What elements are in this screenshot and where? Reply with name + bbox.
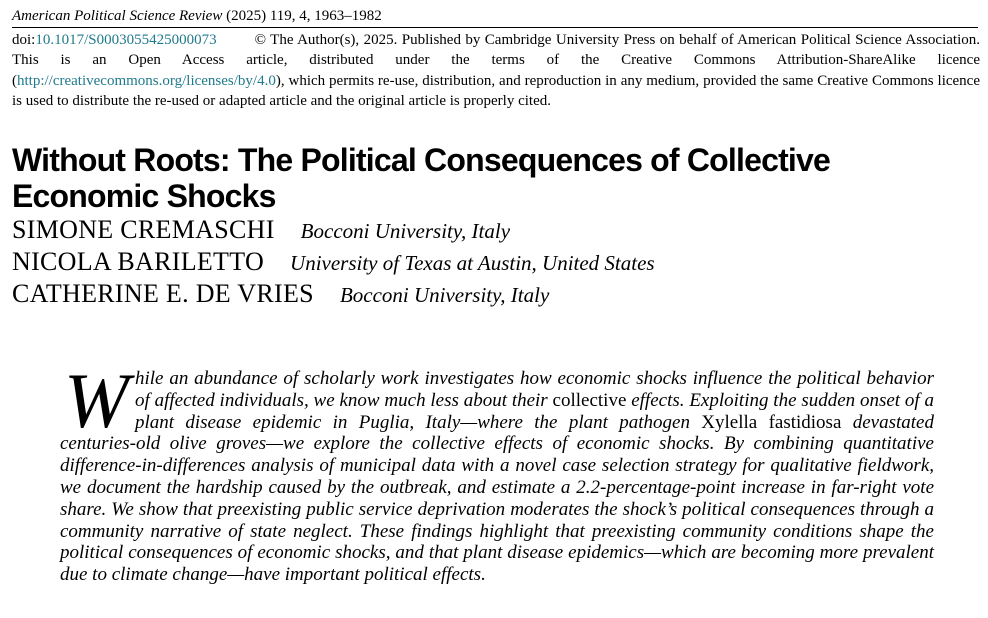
abstract-text-1: hile an abundance of scholarly work investigates how economic shocks influence the political behavior of affected individuals, we know much less about their: [134, 368, 934, 411]
author-affiliation: University of Texas at Austin, United States: [290, 251, 655, 275]
license-text-1: © The Author(s), 2025. Published by Cambridge University Press on behalf of American Political Science Association. This is an Open Access article, distributed under the terms of the Creative Commons Attribution-ShareAlike licence (: [12, 32, 980, 89]
author-list: [12, 214, 655, 310]
license-notice: [12, 30, 980, 111]
author-entry: [12, 278, 655, 310]
author-name: CATHERINE E. DE VRIES: [12, 279, 314, 308]
abstract-species-name: Xylella fastidiosa: [701, 411, 842, 433]
abstract-text-2: effects. Exploiting the sudden onset of a plant disease epidemic in Puglia, Italy—where the plant pathogen: [134, 389, 935, 433]
author-affiliation: Bocconi University, Italy: [300, 219, 511, 243]
journal-citation-line: [12, 6, 978, 28]
author-name: SIMONE CREMASCHI: [12, 215, 275, 244]
journal-name: American Political Science Review: [12, 8, 223, 24]
abstract-dropcap: W: [64, 357, 129, 444]
abstract-emphasis-collective: collective: [552, 389, 627, 411]
abstract: [60, 357, 935, 586]
doi-label: doi:: [12, 32, 36, 48]
author-name: NICOLA BARILETTO: [12, 247, 265, 276]
author-entry: [12, 246, 655, 278]
journal-volume-pages: (2025) 119, 4, 1963–1982: [222, 8, 382, 24]
abstract-text-3: devastated centuries-old olive groves—we explore the collective effects of economic shocks. By combining quantitative difference-in-differences analysis of municipal data with a novel case selection strategy for qualitative fieldwork, we document the hardship caused by the outbreak, and estimate a 2.2-percentage-point increase in far-right vote share. We show that preexisting public service deprivation moderates the shock’s political consequences through a community narrative of state neglect. These findings highlight that preexisting community conditions shape the political consequences of economic shocks, and that plant disease epidemics—which are becoming more prevalent due to climate change—have important political effects.: [60, 411, 934, 586]
author-entry: [12, 214, 655, 246]
article-title: Without Roots: The Political Consequences of Collective Economic Shocks: [12, 142, 831, 214]
doi-link[interactable]: 10.1017/S0003055425000073: [35, 32, 217, 48]
license-link[interactable]: http://creativecommons.org/licenses/by/4.0: [17, 72, 276, 89]
author-affiliation: Bocconi University, Italy: [339, 283, 550, 307]
license-text-2: ), which permits re-use, distribution, and reproduction in any medium, provided the same Creative Commons licence is used to distribute the re-used or adapted article and the original article is properly cited.: [12, 72, 980, 109]
